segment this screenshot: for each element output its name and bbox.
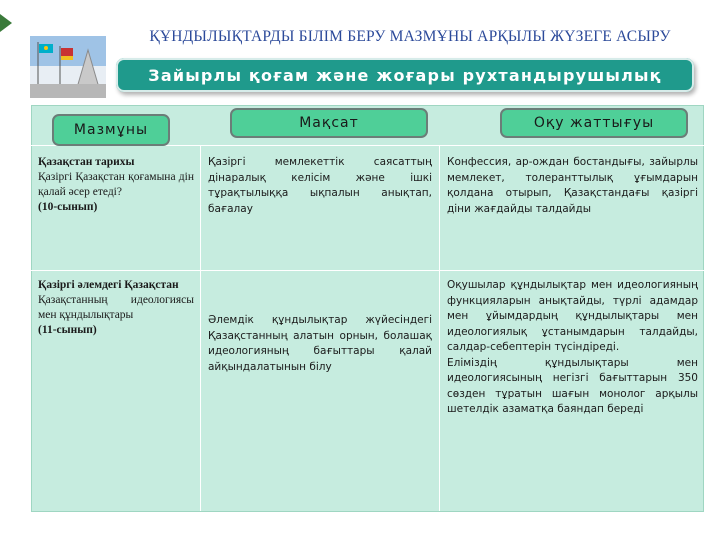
row2-exercise-cell [447, 278, 698, 418]
column-header-exercise: Оқу жаттығуы [500, 108, 688, 138]
column-header-content: Мазмұны [52, 114, 170, 146]
flags-monument-image [30, 36, 106, 98]
column-divider [439, 145, 440, 511]
column-header-goal: Мақсат [230, 108, 428, 138]
page-title: ҚҰНДЫЛЫҚТАРДЫ БІЛІМ БЕРУ МАЗМҰНЫ АРҚЫЛЫ ЖҮЗЕГЕ АСЫРУ [149, 28, 671, 45]
column-divider [200, 145, 201, 511]
row2-grade: (11-сынып) [38, 324, 97, 336]
row2-content-cell [38, 278, 194, 338]
left-accent-bar [0, 0, 6, 540]
row1-grade: (10-сынып) [38, 201, 98, 213]
row2-exercise-text-2: Еліміздің құндылықтары мен идеологиясының негізгі бағыттарын 350 сөзден тұратын шағын монолог арқылы шетелдік азаматқа баяндап береді [447, 356, 698, 415]
row2-goal-cell: Әлемдік құндылықтар жүйесіндегі Қазақстанның алатын орнын, болашақ идеологияның бағыттары қалай айқындалатынын білу [208, 314, 432, 373]
row1-content-text: Қазіргі Қазақстан қоғамына дін қалай әсер етеді? [38, 171, 194, 198]
row2-content-text: Қазақстанның идеологиясы мен құндылықтары [38, 294, 194, 321]
row1-exercise-cell: Конфессия, ар-ождан бостандығы, зайырлы мемлекет, толеранттылық ұғымдарын қолдана отырып, Қазақстандағы қазіргі діни жағдайды талдайды [447, 156, 698, 215]
row2-exercise-text: Оқушылар құндылықтар мен идеологияның функцияларын анықтайды, түрлі адамдар мен ұйымдардың құндылықтары мен идеологиялық ұстанымдарын талдайды, салдар-себептерін түсіндіреді. [447, 279, 698, 353]
row-divider [31, 270, 704, 271]
arrow-icon [0, 14, 12, 32]
topic-banner: Зайырлы қоғам және жоғары рухтандырушылық [116, 58, 694, 92]
row1-content-title: Қазақстан тарихы [38, 156, 135, 168]
row1-content-cell [38, 155, 194, 215]
row2-content-title: Қазіргі әлемдегі Қазақстан [38, 279, 179, 291]
row1-goal-cell: Қазіргі мемлекеттік саясаттың дінаралық келісім және ішкі тұрақтылыққа ықпалын анықтап, бағалау [208, 156, 432, 215]
